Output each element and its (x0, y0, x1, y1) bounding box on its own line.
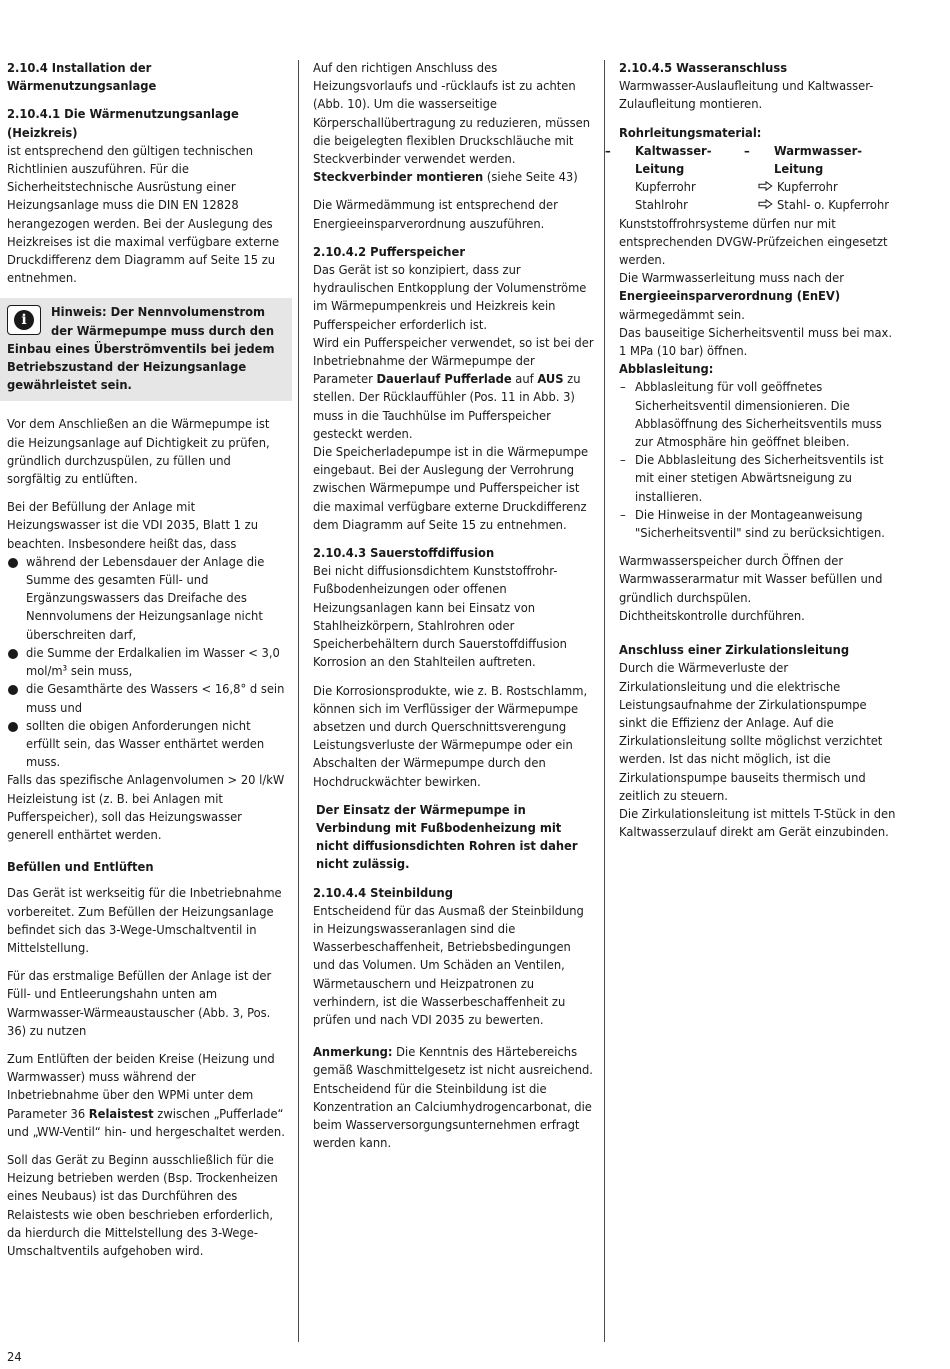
abblas-heading: Abblasleitung: (619, 362, 714, 378)
list-item: während der Lebensdauer der Anlage die Summe des gesamten Füll- und Ergänzungswassers das Dreifache des Nennvolumens der Heizungsanlage nicht überschreiten darf, (7, 554, 287, 645)
column-divider (604, 60, 605, 1342)
section-heading: Anschluss einer Zirkulationsleitung (619, 643, 850, 659)
paragraph: Bei der Befüllung der Anlage mit Heizungswasser ist die VDI 2035, Blatt 1 zu beachten. Insbesondere heißt das, dass (7, 500, 258, 552)
table-cell: Kupferrohr (758, 179, 897, 197)
column-middle (313, 60, 594, 1163)
notice-box (0, 298, 292, 401)
paragraph: Das Gerät ist werkseitig für die Inbetriebnahme vorbereitet. Zum Befüllen der Heizungsanlage befindet sich das 3-Wege-Umschaltventil in Mittelstellung. (7, 886, 282, 956)
paragraph: Zum Entlüften der beiden Kreise (Heizung und Warmwasser) muss während der Inbetriebnahme über den WPMi unter dem Parameter 36 Relaistest zwischen „Pufferlade“ und „WW-Ventil“ hin- und hergeschaltet werden. (7, 1051, 285, 1140)
column-left (7, 60, 287, 1271)
section-heading: 2.10.4 Installation der Wärmenutzungsanlage (7, 61, 157, 95)
notice-text: Hinweis: Der Nennvolumenstrom der Wärmepumpe muss durch den (51, 305, 275, 339)
table-header: – Warmwasser-Leitung (744, 143, 863, 178)
section-heading: 2.10.4.3 Sauerstoffdiffusion (313, 546, 495, 562)
paragraph: Bei nicht diffusionsdichtem Kunststoffrohr-Fußbodenheizungen oder offenen Heizungsanlagen kann bei Einsatz von Stahlheizkörpern, Stahlrohren oder Speicherbehältern durch Sauerstoffdiffusion Korrosion an den Stahlteilen auftreten. (313, 564, 567, 671)
paragraph: Die Warmwasserleitung muss nach der Energieeinsparverordnung (EnEV) wärmegedämmt sein. (619, 271, 844, 323)
page-number: 24 (7, 1350, 22, 1365)
section-heading: 2.10.4.2 Pufferspeicher (313, 244, 465, 260)
table-cell: Stahl- o. Kupferrohr (758, 197, 897, 215)
paragraph: Die Speicherladepumpe ist in die Wärmepumpe eingebaut. Bei der Auslegung der Verrohrung zwischen Wärmepumpe und Pufferspeicher ist die maximal verfügbare externe Druckdifferenz dem Diagramm auf Seite 15 zu entnehmen. (313, 445, 589, 533)
paragraph: Falls das spezifische Anlagenvolumen > 20 l/kW Heizleistung ist (z. B. bei Anlagen mit Pufferspeicher), soll das Heizungswasser generell enthärtet werden. (7, 773, 285, 843)
paragraph: Kunststoffrohrsysteme dürfen nur mit entsprechenden DVGW-Prüfzeichen eingesetzt werden. (619, 216, 888, 269)
paragraph: Auf den richtigen Anschluss des Heizungsvorlaufs und -rücklaufs ist zu achten (Abb. 10). Um die wasserseitige Körperschallübertragung zu reduzieren, müssen die beigelegten flexiblen Druckschläuche mit Steckverbinder verwendet werden. (313, 61, 590, 168)
paragraph: Die Zirkulationsleitung ist mittels T-Stück in den Kaltwasserzulauf direkt am Gerät einzubinden. (619, 806, 896, 841)
list-item: die Gesamthärte des Wassers < 16,8° d sein muss und (7, 681, 287, 717)
dash-list (619, 379, 897, 543)
table-cell: Kupferrohr (635, 180, 696, 196)
paragraph: Entscheidend für das Ausmaß der Steinbildung in Heizungswasseranlagen sind die Wasserbeschaffenheit, Betriebsbedingungen und das Volumen. Um Schäden an Ventilen, Wärmetauschern und Heizpatronen zu verhindern, ist die Wasserbeschaffenheit zu prüfen und nach VDI 2035 zu bewerten. (313, 903, 584, 1028)
table-cell: Stahlrohr (635, 198, 688, 214)
list-item: – Abblasleitung für voll geöffnetes Sicherheitsventil dimensionieren. Die Abblasöffnung des Sicherheitsventils muss zur Atmosphäre hin geöffnet bleiben. (619, 379, 897, 452)
arrow-right-icon (758, 199, 773, 209)
list-item: – Die Abblasleitung des Sicherheitsventils ist mit einer stetigen Abwärtsneigung zu installieren. (619, 452, 897, 507)
paragraph: Durch die Wärmeverluste der Zirkulationsleitung und die elektrische Leistungsaufnahme der Zirkulationspumpe sinkt die Effizienz der Anlage. Auf die Zirkulationsleitung sollte möglichst verzichtet werden. Ist das nicht möglich, ist die Zirkulationspumpe bauseits thermisch und zeitlich zu steuern. (619, 661, 883, 804)
material-heading: Rohrleitungsmaterial: (619, 125, 762, 141)
paragraph: Warmwasserspeicher durch Öffnen der Warmwasserarmatur mit Wasser befüllen und gründlich durchspülen. (619, 554, 883, 606)
info-icon: i (7, 305, 41, 335)
paragraph: Warmwasser-Auslaufleitung und Kaltwasser-Zulaufleitung montieren. (619, 79, 874, 113)
list-item: sollten die obigen Anforderungen nicht erfüllt sein, das Wasser enthärtet werden muss. (7, 718, 287, 773)
bullet-list (7, 554, 287, 772)
arrow-right-icon (758, 181, 773, 191)
paragraph: Die Korrosionsprodukte, wie z. B. Rostschlamm, können sich im Verflüssiger der Wärmepumpe absetzen und durch Querschnittsverengung Leistungsverluste der Wärmepumpe oder ein Abschalten der Wärmepumpe durch den Hochdruckwächter bewirken. (313, 683, 588, 790)
paragraph: Für das erstmalige Befüllen der Anlage ist der Füll- und Entleerungshahn unten am Warmwasser-Wärmeaustauscher (Abb. 3, Pos. 36) zu nutzen (7, 969, 272, 1039)
paragraph: Wird ein Pufferspeicher verwendet, so ist bei der Inbetriebnahme der Wärmepumpe der Parameter Dauerlauf Pufferlade auf AUS zu stellen. Der Rücklauffühler (Pos. 11 in Abb. 3) muss in die Tauchhülse im Pufferspeicher gesteckt werden. (313, 335, 594, 442)
paragraph: ist entsprechend den gültigen technischen Richtlinien auszuführen. Für die Sicherheitstechnische Ausrüstung einer Heizungsanlage muss die DIN EN 12828 herangezogen werden. Bei der Auslegung des Heizkreises ist die maximal verfügbare externe Druckdifferenz dem Diagramm auf Seite 15 zu entnehmen. (7, 143, 280, 287)
paragraph: Vor dem Anschließen an die Wärmepumpe ist die Heizungsanlage auf Dichtigkeit zu prüfen, gründlich durchzuspülen, zu füllen und sorgfältig zu entlüften. (7, 417, 270, 488)
material-table (605, 143, 897, 216)
paragraph: Das Gerät ist so konzipiert, dass zur hydraulischen Entkopplung der Volumenströme im Wärmepumpenkreis und Heizkreis kein Pufferspeicher erforderlich ist. (313, 263, 587, 333)
paragraph: Dichtheitskontrolle durchführen. (619, 608, 805, 624)
notice-text: Einbau eines Überströmventils bei jedem Betriebszustand der Heizungsanlage gewährleistet sein. (7, 341, 275, 394)
list-item: die Summe der Erdalkalien im Wasser < 3,0 mol/m³ sein muss, (7, 645, 287, 681)
warning-text: Der Einsatz der Wärmepumpe in Verbindung mit Fußbodenheizung mit nicht diffusionsdichten Rohren ist daher nicht zulässig. (316, 802, 578, 873)
section-heading: 2.10.4.4 Steinbildung (313, 885, 453, 901)
section-heading: Befüllen und Entlüften (7, 860, 154, 876)
section-heading: 2.10.4.1 Die Wärmenutzungsanlage (Heizkreis) (7, 107, 239, 141)
column-divider (298, 60, 299, 1342)
column-right (605, 60, 897, 852)
paragraph: Anmerkung: Die Kenntnis des Härtebereichs gemäß Waschmittelgesetz ist nicht ausreichend. Entscheidend für die Steinbildung ist die Konzentration an Calciumhydrogencarbonat, die beim Wasserversorgungsunternehmen erfragt werden kann. (313, 1045, 593, 1152)
table-header: – Kaltwasser-Leitung (605, 143, 712, 178)
section-heading: 2.10.4.5 Wasseranschluss (619, 61, 788, 76)
paragraph: Steckverbinder montieren (siehe Seite 43) (313, 170, 578, 186)
paragraph: Soll das Gerät zu Beginn ausschließlich für die Heizung betrieben werden (Bsp. Trockenheizen eines Neubaus) ist das Durchführen des Relaistests wie oben beschrieben erforderlich, da hierdurch die Mittelstellung des 3-Wege-Umschaltventils aufgehoben wird. (7, 1152, 278, 1259)
list-item: – Die Hinweise in der Montageanweisung "Sicherheitsventil" sind zu berücksichtigen. (619, 507, 897, 543)
paragraph: Die Wärmedämmung ist entsprechend der Energieeinsparverordnung auszuführen. (313, 198, 558, 232)
paragraph: Das bauseitige Sicherheitsventil muss bei max. 1 MPa (10 bar) öffnen. (619, 325, 893, 360)
